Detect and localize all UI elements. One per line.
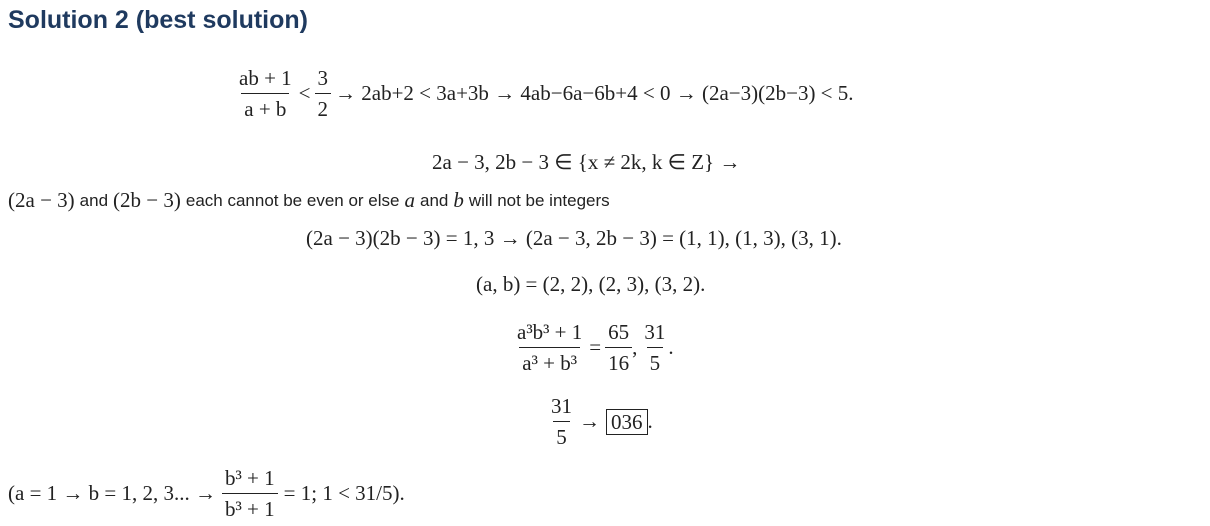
arrow: → xyxy=(579,409,600,434)
fraction-31-over-5 xyxy=(548,394,575,449)
remark-line xyxy=(8,466,405,521)
fraction-numerator: b³ + 1 xyxy=(225,466,275,490)
fraction-b-cubed xyxy=(222,466,278,521)
fraction-numerator: 31 xyxy=(644,320,666,344)
fraction-ab-plus-1-over-a-plus-b xyxy=(236,66,295,121)
explanation-text: and xyxy=(79,190,109,210)
fraction-denominator: 5 xyxy=(553,421,570,449)
math-a: a xyxy=(404,188,415,212)
explanation-text: each cannot be even or else xyxy=(185,190,400,210)
less-than-sign: < xyxy=(298,81,311,106)
factor-cases-line xyxy=(306,226,842,251)
fraction-numerator: 31 xyxy=(551,394,572,418)
math-2b-minus-3: (2b − 3) xyxy=(113,188,181,212)
math-b: b xyxy=(453,188,464,212)
fraction-numerator: 3 xyxy=(317,66,329,90)
boxed-answer: 036 xyxy=(606,409,648,435)
explanation-line xyxy=(8,188,610,213)
inequality-chain: → 2ab+2 < 3a+3b → 4ab−6a−6b+4 < 0 → (2a−3)(2b−3) < 5. xyxy=(335,81,854,106)
remark-suffix: = 1; 1 < 31/5). xyxy=(283,481,405,506)
fraction-numerator: a³b³ + 1 xyxy=(517,320,583,344)
fraction-denominator: b³ + 1 xyxy=(222,493,278,521)
fraction-numerator: 65 xyxy=(608,320,630,344)
solution-pairs-line xyxy=(476,272,705,297)
fraction-denominator: a + b xyxy=(241,93,289,121)
math-2a-minus-3: (2a − 3) xyxy=(8,188,75,212)
solution-heading: Solution 2 (best solution) xyxy=(8,6,308,34)
fraction-denominator: 16 xyxy=(605,347,632,375)
factor-cases-math: (2a − 3)(2b − 3) = 1, 3 → (2a − 3, 2b − 3) = (1, 1), (1, 3), (3, 1). xyxy=(306,226,842,250)
explanation-text: and xyxy=(419,190,449,210)
fraction-31-over-5 xyxy=(641,320,668,375)
fraction-three-halves xyxy=(315,66,332,121)
fraction-cubes xyxy=(514,320,585,375)
inequality-line xyxy=(232,66,854,121)
fraction-numerator: ab + 1 xyxy=(239,66,292,90)
fraction-denominator: a³ + b³ xyxy=(519,347,580,375)
comma: , xyxy=(632,335,638,360)
answer-line xyxy=(544,394,653,449)
period: . xyxy=(647,409,653,434)
equals-sign: = xyxy=(589,335,602,360)
explanation-text: will not be integers xyxy=(468,190,610,210)
fraction-65-over-16 xyxy=(605,320,632,375)
remark-prefix: (a = 1 → b = 1, 2, 3... → xyxy=(8,481,217,506)
fraction-denominator: 5 xyxy=(647,347,664,375)
period: . xyxy=(668,335,674,360)
parity-statement xyxy=(432,150,740,175)
expression-values-line xyxy=(510,320,674,375)
solution-pairs-math: (a, b) = (2, 2), (2, 3), (3, 2). xyxy=(476,272,706,296)
parity-math: 2a − 3, 2b − 3 ∈ {x ≠ 2k, k ∈ Z} → xyxy=(432,150,741,174)
fraction-denominator: 2 xyxy=(315,93,332,121)
